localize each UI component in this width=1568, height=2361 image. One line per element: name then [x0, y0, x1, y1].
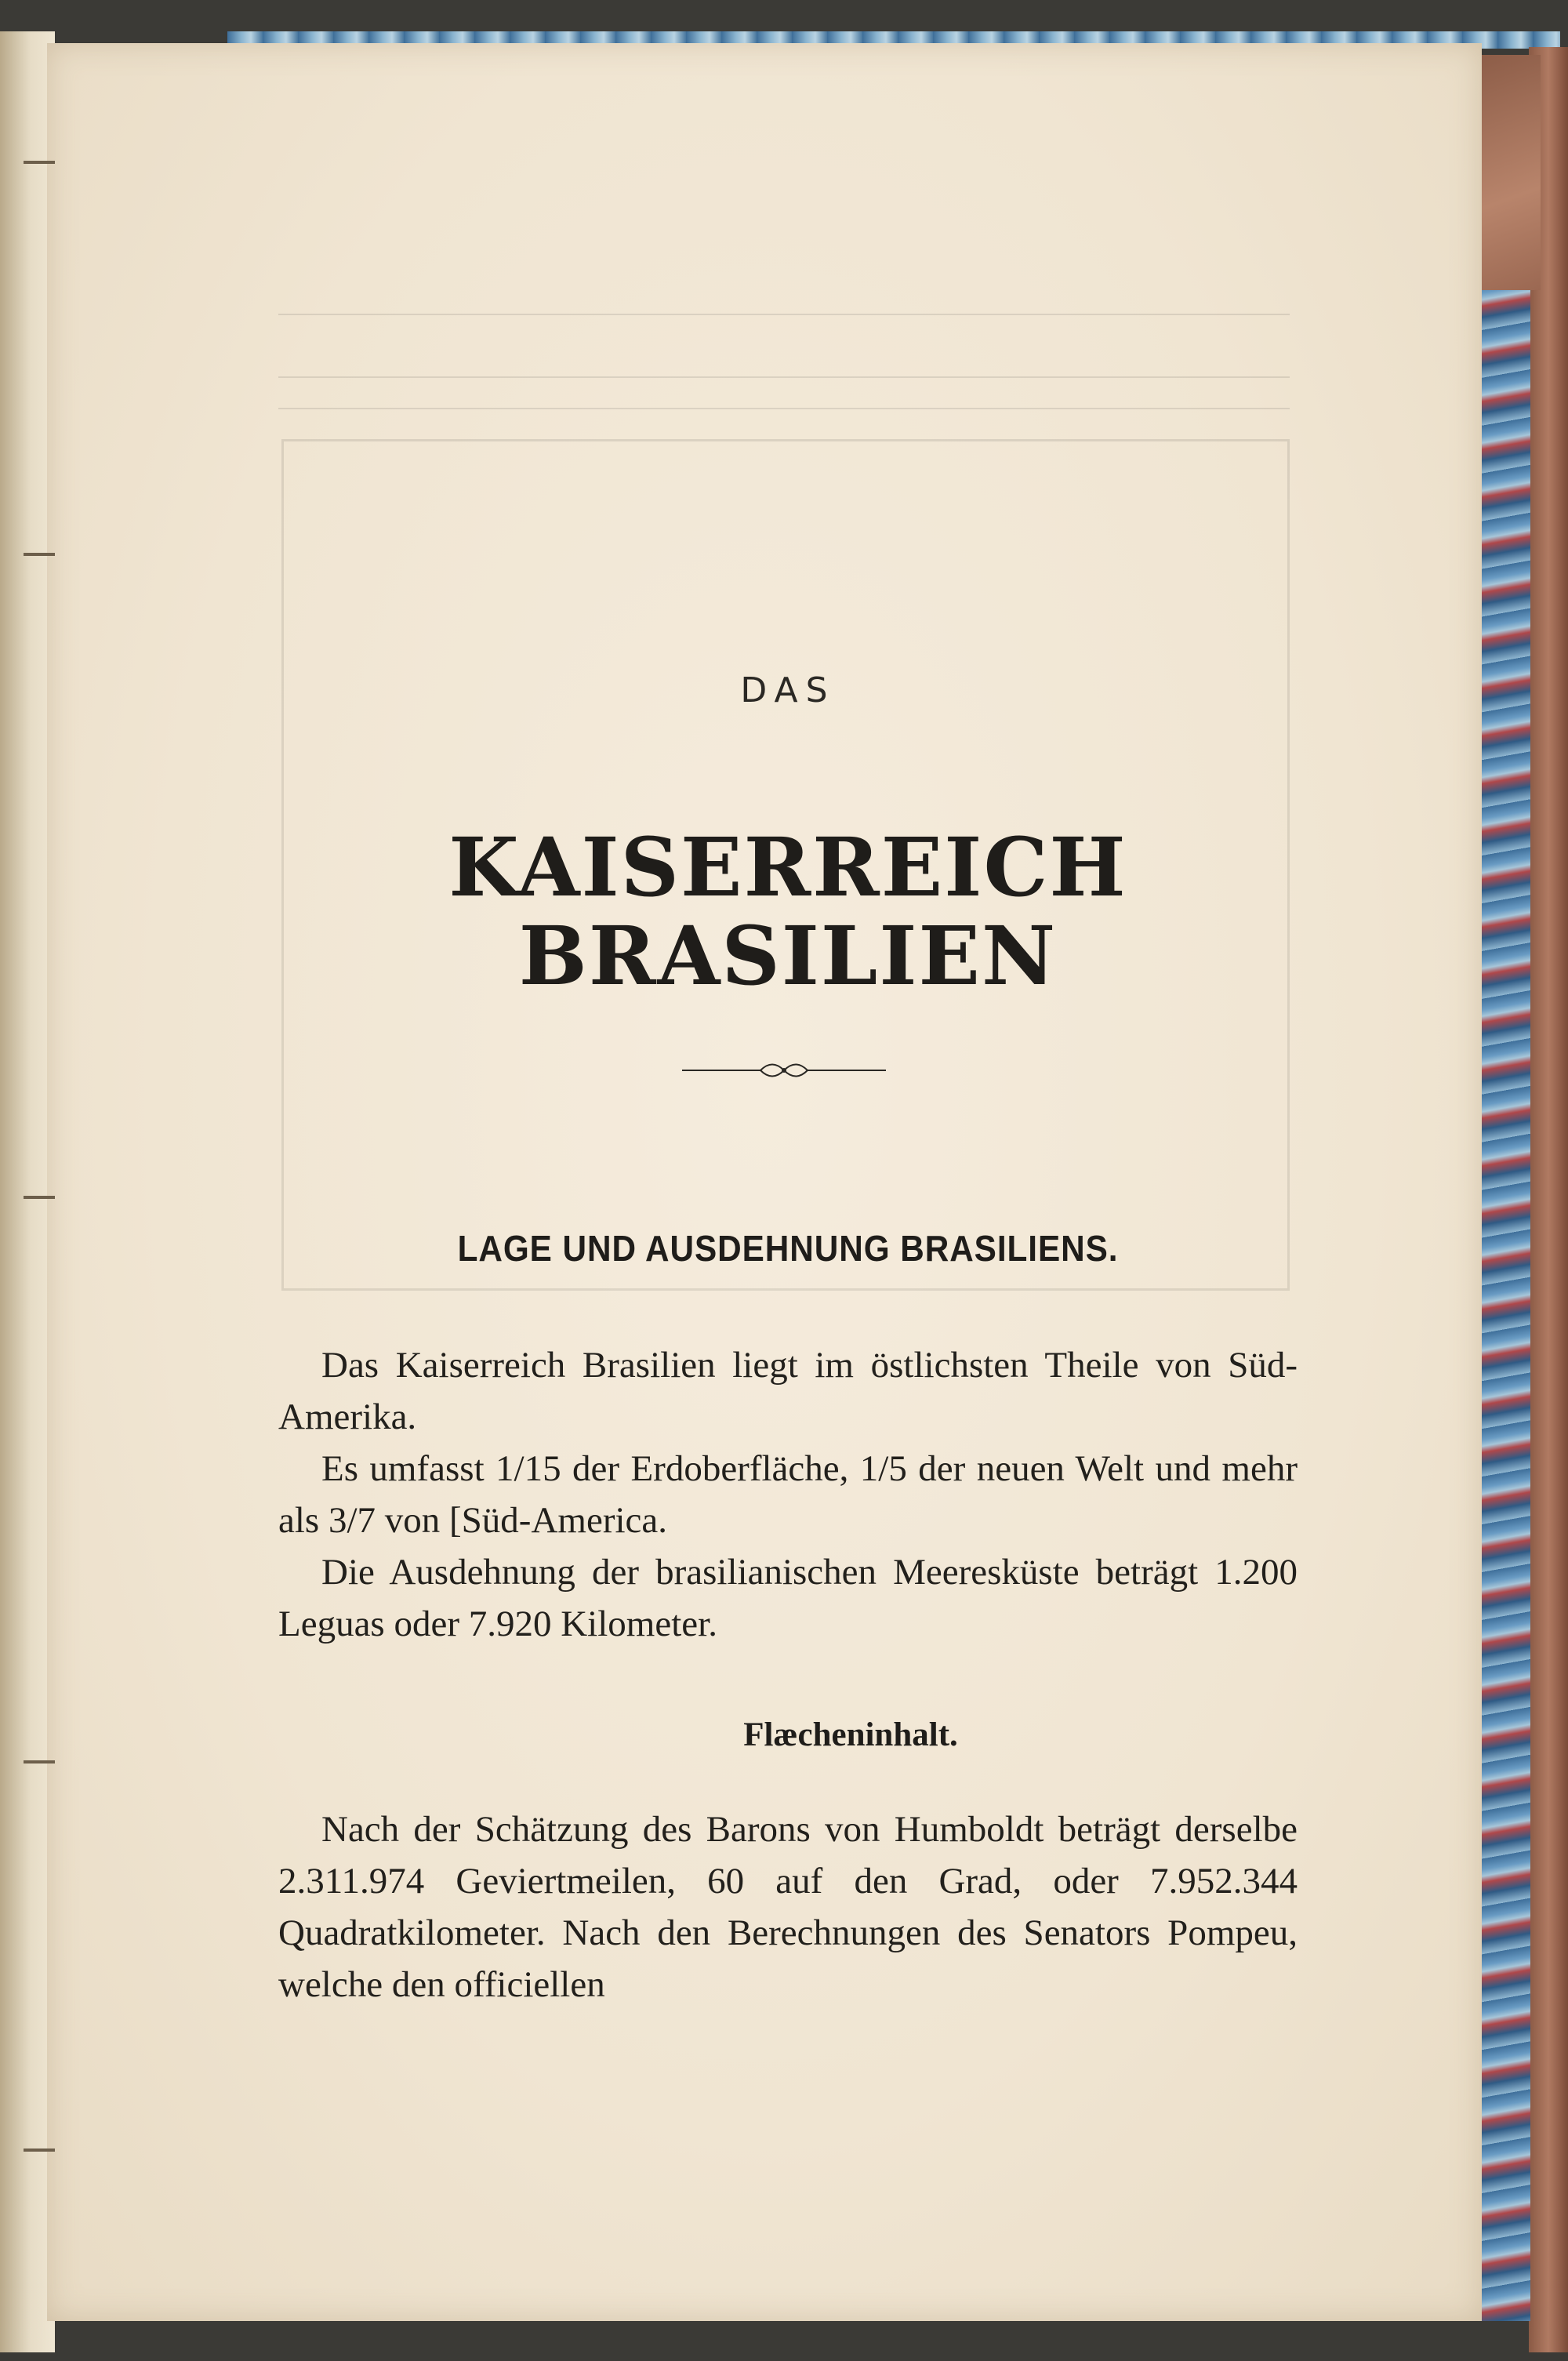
section-title: LAGE UND AUSDEHNUNG BRASILIENS.: [457, 1228, 1119, 1269]
ornament-divider: [682, 1059, 886, 1082]
subheading: Flæcheninhalt.: [743, 1716, 958, 1753]
area-paragraph: [278, 1803, 1298, 2010]
paragraph: Das Kaiserreich Brasilien liegt im östlichsten Theile von Süd-Amerika.: [278, 1345, 1298, 1437]
main-title: KAISERREICH BRASILIEN: [448, 820, 1127, 1004]
paragraph: Die Ausdehnung der brasilianischen Meeresküste beträgt 1.200 Leguas oder 7.920 Kilometer.: [278, 1552, 1298, 1644]
paragraph: Es umfasst 1/15 der Erdoberfläche, 1/5 der neuen Welt und mehr als 3/7 von [Süd-America.: [278, 1448, 1298, 1541]
small-title: DAS: [740, 670, 836, 710]
binding-stitch: [24, 161, 55, 164]
leather-spine-edge: [1529, 47, 1568, 2352]
binding-stitch: [24, 1760, 55, 1763]
paragraph: Nach der Schätzung des Barons von Humboldt beträgt derselbe 2.311.974 Geviertmeilen, 60 auf den Grad, oder 7.952.344 Quadratkilometer. Nach den Berechnungen des Senators Pompeu, welche den officiellen: [278, 1809, 1298, 2005]
binding-stitch: [24, 1196, 55, 1199]
binding-stitch: [24, 2149, 55, 2152]
binding-stitch: [24, 553, 55, 556]
intro-paragraphs: [278, 1339, 1298, 1650]
leather-corner: [1482, 55, 1541, 290]
marbled-cover-edge: [1482, 282, 1530, 2321]
